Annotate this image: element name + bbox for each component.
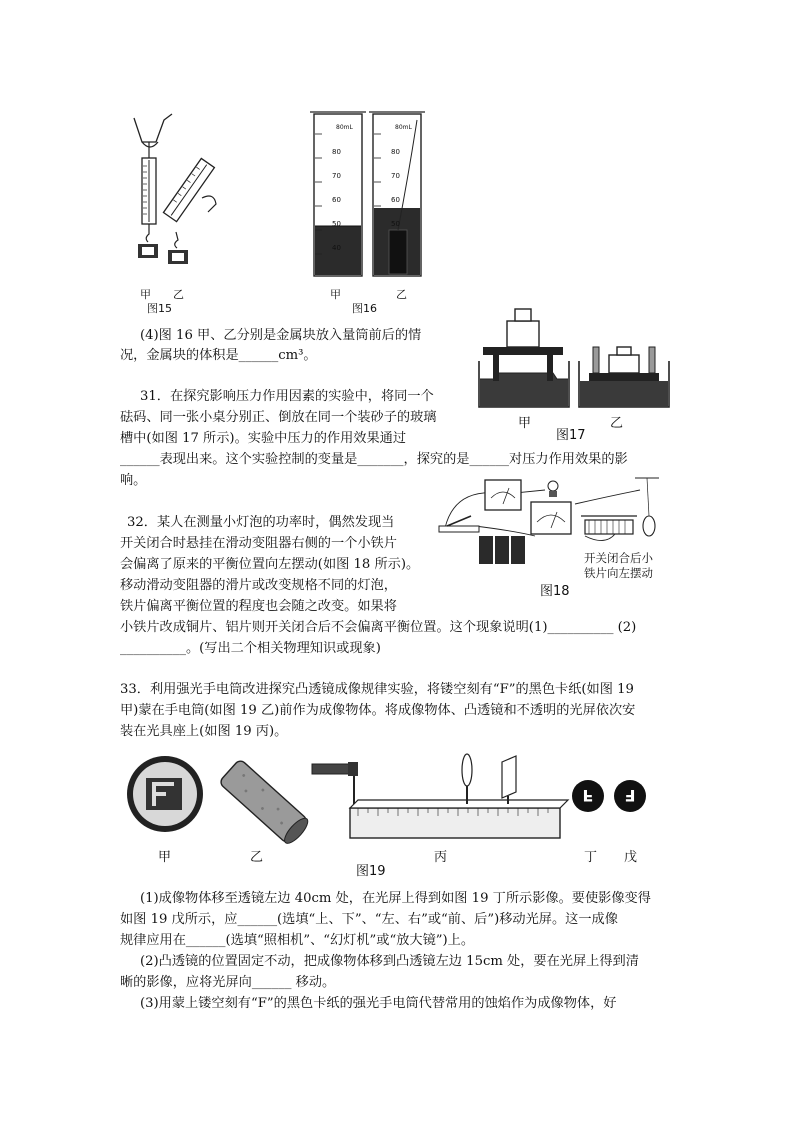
fig15-label-yi: 乙	[173, 288, 184, 301]
q33-line-1: 33．利用强光手电筒改进探究凸透镜成像规律实验，将镂空刻有“F”的黑色卡纸(如图 19	[120, 682, 634, 697]
fig18-annotation	[584, 551, 653, 581]
fig15-caption: 图15	[147, 302, 172, 315]
pressure-experiment-illustration	[475, 303, 675, 413]
q31-line-2: 砝码、同一张小桌分别正、倒放在同一个装砂子的玻璃	[120, 410, 437, 425]
fig16-label-yi: 乙	[396, 288, 407, 301]
q33-s1-line-2: 如图 19 戊所示，应______(选填“上、下”、“左、右”或“前、后”)移动光屏。这一成像	[120, 912, 618, 927]
fig19-label-yi: 乙	[250, 850, 264, 865]
q32-line-5: 铁片偏离平衡位置的程度也会随之改变。如果将	[120, 599, 397, 614]
cylinder-tick-labels	[391, 140, 400, 236]
tick-label: 50	[391, 220, 400, 228]
q33-s1-line-3: 规律应用在______(选填“照相机”、“幻灯机”或“放大镜”)上。	[120, 933, 475, 948]
q32-line-3: 会偏离了原来的平衡位置向左摆动(如图 18 所示)。	[120, 557, 420, 572]
fig19-wu-image-glyph: F	[624, 786, 636, 805]
q32-line-2: 开关闭合时悬挂在滑动变阻器右侧的一个小铁片	[120, 536, 397, 551]
tick-label: 60	[391, 196, 400, 204]
fig18-note-line-1: 开关闭合后小	[584, 551, 653, 565]
spring-scale-illustration	[120, 112, 220, 292]
tick-label: 80	[332, 148, 341, 156]
fig19-label-ding: 丁	[584, 850, 598, 865]
fig19-ding-image-glyph: F	[582, 786, 594, 805]
tick-label: 40	[332, 244, 341, 252]
fig17-label-jia: 甲	[518, 416, 532, 431]
q33-s1-line-1: (1)成像物体移至透镜左边 40cm 处，在光屏上得到如图 19 丁所示影像。要使影像变得	[140, 891, 651, 906]
tick-label: 50	[332, 220, 341, 228]
cylinder-tick-labels	[332, 140, 341, 260]
fig17-caption: 图17	[556, 428, 586, 443]
fig19-caption: 图19	[356, 864, 386, 879]
optical-bench-illustration	[122, 752, 652, 852]
q33-s2-line-1: (2)凸透镜的位置固定不动，把成像物体移到凸透镜左边 15cm 处，要在光屏上得到清	[140, 954, 639, 969]
q32-line-7: __________。(写出二个相关物理知识或现象)	[120, 641, 381, 656]
q31-line-1: 31．在探究影响压力作用因素的实验中，将同一个	[140, 389, 434, 404]
q31-line-3: 槽中(如图 17 所示)。实验中压力的作用效果通过	[120, 431, 407, 446]
fig16-label-jia: 甲	[330, 288, 341, 301]
cylinder-unit-label: 80mL	[336, 124, 353, 131]
fig19-label-bing: 丙	[434, 850, 448, 865]
tick-label: 80	[391, 148, 400, 156]
q33-s2-line-2: 晰的影像，应将光屏向______ 移动。	[120, 975, 336, 990]
fig19-label-jia: 甲	[158, 850, 172, 865]
q33-line-3: 装在光具座上(如图 19 丙)。	[120, 724, 288, 739]
q33-line-2: 甲)蒙在手电筒(如图 19 乙)前作为成像物体。将成像物体、凸透镜和不透明的光屏依次安	[120, 703, 636, 718]
cylinder-unit-label: 80mL	[395, 124, 412, 131]
q30-4-line-2: 况，金属块的体积是______cm³。	[120, 348, 317, 363]
fig19-label-wu: 戊	[624, 850, 638, 865]
q33-s3-line-1: (3)用蒙上镂空刻有“F”的黑色卡纸的强光手电筒代替常用的蚀焰作为成像物体，好	[140, 996, 617, 1011]
q31-line-5: 响。	[120, 473, 147, 488]
tick-label: 70	[391, 172, 400, 180]
tick-label: 70	[332, 172, 341, 180]
q32-line-4: 移动滑动变阻器的滑片或改变规格不同的灯泡，	[120, 578, 397, 593]
q30-4-line-1: (4)图 16 甲、乙分别是金属块放入量筒前后的情	[140, 328, 422, 343]
q32-line-6: 小铁片改成铜片、铝片则开关闭合后不会偏离平衡位置。这个现象说明(1)__________ (2)	[120, 620, 637, 635]
fig18-note-line-2: 铁片向左摆动	[584, 566, 653, 580]
fig16-caption: 图16	[352, 302, 377, 315]
tick-label: 60	[332, 196, 341, 204]
fig18-caption: 图18	[540, 584, 570, 599]
q31-line-4: ______表现出来。这个实验控制的变量是_______，探究的是______对压力作用效果的影	[120, 452, 628, 467]
fig17-label-yi: 乙	[610, 416, 624, 431]
q32-line-1: 32．某人在测量小灯泡的功率时，偶然发现当	[127, 515, 395, 530]
fig15-label-jia: 甲	[140, 288, 151, 301]
